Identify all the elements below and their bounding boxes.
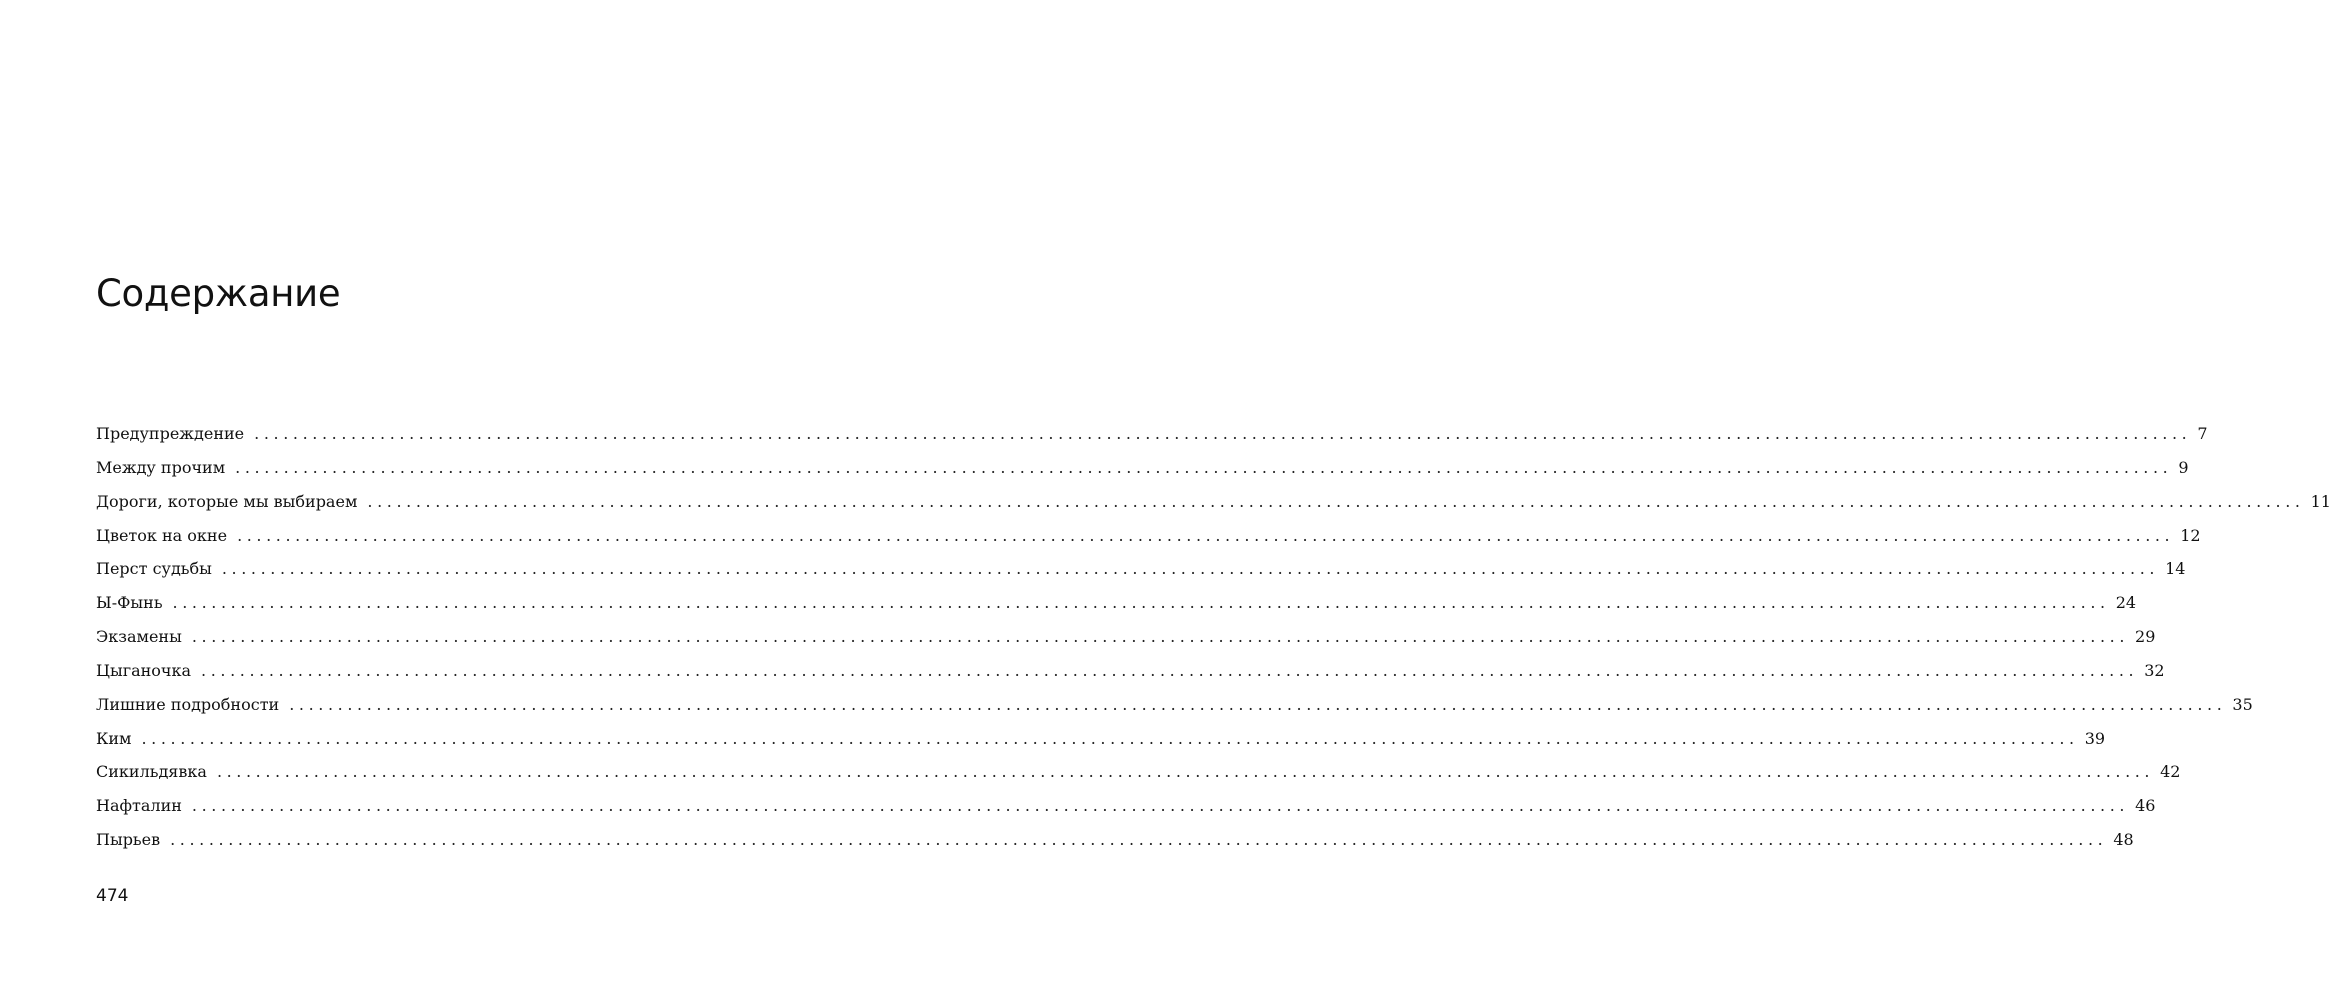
page-number: 474 (96, 886, 129, 906)
toc-entry-title: Ким (96, 728, 132, 748)
dot-leader: ........................................................................................................................................................................................................ (254, 424, 2192, 443)
toc-entry-page: 24 (2115, 593, 2137, 613)
toc-entry (96, 762, 2181, 796)
toc-entry (96, 830, 2134, 864)
toc-entry-title: Цыганочка (96, 660, 192, 680)
toc-entry-title: Перст судьбы (96, 559, 212, 579)
toc-entry-page: 35 (2232, 694, 2253, 714)
dot-leader: ........................................................................................................................................................................................................ (141, 728, 2079, 748)
toc-entry (96, 728, 2106, 763)
toc-entry-title: Сикильдявка (96, 762, 207, 782)
toc-entry (96, 491, 2331, 526)
dot-leader: ........................................................................................................................................................................................................ (216, 762, 2155, 782)
toc-entry-page: 48 (2113, 830, 2134, 850)
toc-entry-title: Дороги, которые мы выбираем (96, 491, 358, 511)
toc-entry (96, 660, 2165, 695)
dot-leader: ........................................................................................................................................................................................................ (221, 559, 2160, 579)
toc-entry (96, 424, 2208, 458)
page-title: Содержание (96, 272, 341, 315)
toc-entry-title: Лишние подробности (96, 694, 280, 714)
toc-entry-page: 11 (2310, 491, 2331, 511)
toc-entry-title: Нафталин (96, 796, 182, 816)
dot-leader: ........................................................................................................................................................................................................ (237, 525, 2175, 545)
toc-entry (96, 593, 2137, 627)
toc-entry-page: 46 (2135, 796, 2156, 816)
toc-entry-page: 32 (2144, 660, 2165, 680)
dot-leader: ........................................................................................................................................................................................................ (235, 457, 2173, 477)
toc-entry-page: 12 (2180, 525, 2201, 545)
table-of-contents (96, 424, 2331, 864)
toc-entry (96, 559, 2186, 593)
toc-entry-page: 39 (2084, 728, 2106, 748)
toc-entry (96, 457, 2189, 492)
dot-leader: ........................................................................................................................................................................................................ (367, 491, 2305, 511)
dot-leader: ........................................................................................................................................................................................................ (201, 660, 2139, 680)
dot-leader: ........................................................................................................................................................................................................ (170, 830, 2108, 850)
toc-entry-title: Пырьев (96, 830, 161, 850)
dot-leader: ........................................................................................................................................................................................................ (289, 694, 2227, 714)
toc-entry-title: Цветок на окне (96, 525, 228, 545)
toc-entry (96, 796, 2156, 830)
toc-entry-page: 29 (2135, 627, 2156, 647)
toc-entry-title: Ы-Фынь (96, 593, 163, 613)
toc-entry-title: Экзамены (96, 627, 182, 647)
toc-entry (96, 694, 2253, 729)
toc-entry (96, 627, 2156, 661)
dot-leader: ........................................................................................................................................................................................................ (191, 627, 2130, 647)
toc-entry (96, 525, 2201, 560)
toc-entry-title: Предупреждение (96, 424, 245, 443)
toc-entry-page: 9 (2178, 457, 2189, 477)
toc-entry-page: 14 (2165, 559, 2186, 579)
toc-entry-title: Между прочим (96, 457, 226, 477)
toc-entry-page: 7 (2197, 424, 2208, 443)
dot-leader: ........................................................................................................................................................................................................ (172, 593, 2110, 613)
dot-leader: ........................................................................................................................................................................................................ (191, 796, 2130, 816)
toc-entry-page: 42 (2160, 762, 2181, 782)
